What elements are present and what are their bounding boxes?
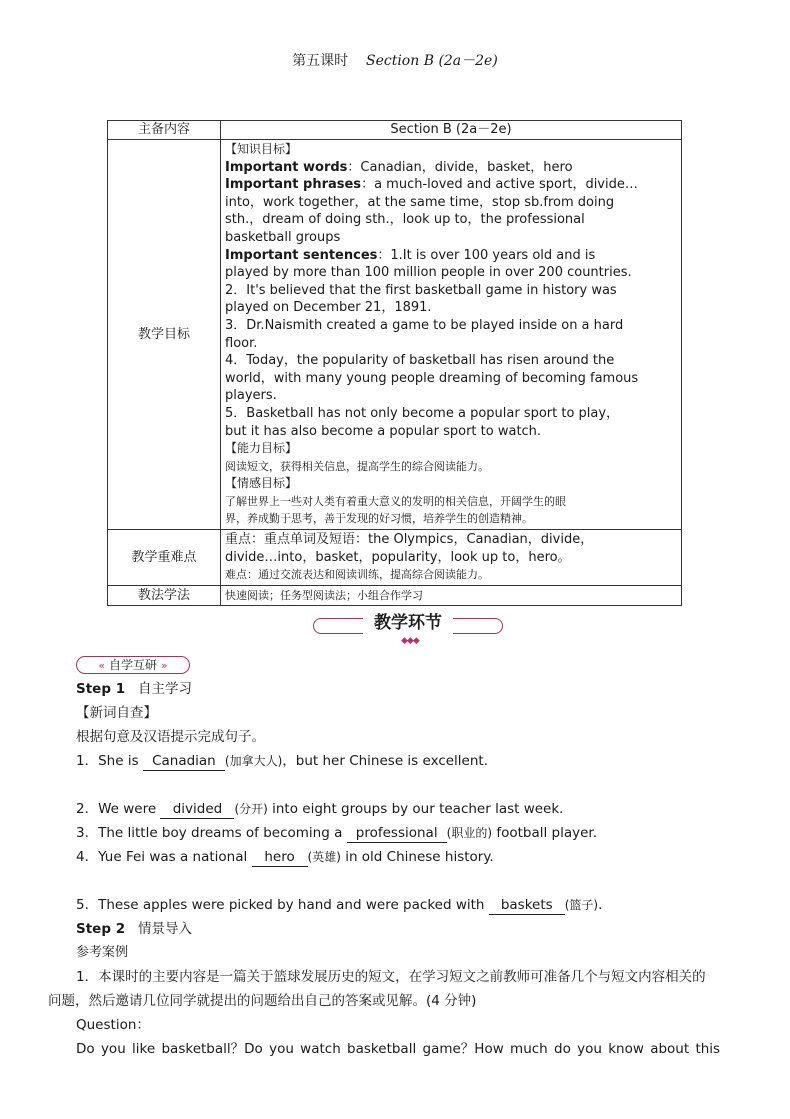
sentence-text: players.	[225, 388, 277, 404]
answer-blank: Canadian	[143, 753, 225, 771]
exercise-text: ，but her Chinese is excellent.	[282, 753, 488, 769]
methods-text: 快速阅读；任务型阅读法；小组合作学习	[221, 585, 682, 606]
row-label-key-points: 教学重难点	[108, 530, 221, 586]
sentence-text: 2．It's believed that the first basketball game in history was	[225, 282, 617, 298]
difficult-point-text: 难点：通过交流表达和阅读训练，提高综合阅读能力。	[225, 568, 489, 582]
page-title-cn: 第五课时	[292, 53, 349, 69]
step1-label: Step 1	[76, 681, 126, 697]
hint-text: (分开)	[234, 802, 268, 816]
new-words-header: 【新词自查】	[76, 705, 157, 721]
phrases-label: Important phrases	[225, 177, 362, 193]
answer-blank: hero	[252, 849, 308, 867]
paragraph	[48, 965, 748, 1013]
ability-text: 阅读短文，获得相关信息，提高学生的综合阅读能力。	[225, 459, 489, 473]
section-heading-text: 教学环节	[363, 612, 453, 636]
row-label-main-content: 主备内容	[108, 121, 221, 140]
self-study-label: 自学互研	[108, 658, 157, 672]
row-value-main-content: Section B (2a－2e)	[221, 121, 682, 140]
lesson-plan-table	[107, 120, 682, 606]
sentence-text: 4．Today，the popularity of basketball has risen around the	[225, 353, 615, 369]
sentence-text: played by more than 100 million people in over 200 countries.	[225, 265, 632, 281]
hint-text: (加拿大人)	[224, 754, 283, 768]
key-point-text: 重点：重点单词及短语：the Olympics，Canadian，divide，	[225, 532, 594, 548]
double-chevron-left-icon: «	[98, 659, 106, 672]
step1-heading	[76, 679, 192, 699]
words-label: Important words	[225, 159, 348, 175]
knowledge-header: 【知识目标】	[225, 142, 298, 156]
exercise-text: .	[598, 897, 603, 913]
exercise-text: The little boy dreams of becoming a	[98, 825, 347, 841]
phrases-text: sth.，dream of doing sth.，look up to，the professional	[225, 212, 585, 228]
row-label-methods: 教法学法	[108, 585, 221, 606]
words-text: ：Canadian，divide，basket，hero	[347, 159, 573, 175]
table-row	[108, 530, 682, 586]
emotion-header: 【情感目标】	[225, 476, 298, 491]
sentence-text: ：1.It is over 100 years old and is	[377, 247, 596, 263]
hint-text: (英雄)	[307, 850, 341, 864]
table-row	[108, 121, 682, 140]
table-row	[108, 585, 682, 606]
page-title-en: Section B (2a－2e)	[365, 53, 498, 69]
phrases-text: into，work together，at the same time，stop sb.from doing	[225, 194, 615, 210]
answer-blank: divided	[160, 801, 234, 819]
exercise-item	[76, 799, 563, 819]
step2-title: 情景导入	[137, 921, 192, 937]
exercise-text: football player.	[492, 825, 598, 841]
self-study-badge	[76, 656, 190, 674]
exercise-item	[76, 751, 488, 771]
exercise-item	[76, 895, 602, 915]
hint-text: (职业的)	[446, 826, 493, 840]
answer-blank: professional	[347, 825, 447, 843]
double-chevron-right-icon: »	[160, 659, 168, 672]
paragraph-line: 问题，然后邀请几位同学就提出的问题给出自己的答案或见解。(4 分钟)	[48, 993, 477, 1009]
objectives-cell	[221, 140, 682, 530]
exercise-number: 4．	[76, 849, 99, 865]
table-row	[108, 140, 682, 530]
exercise-text: These apples were picked by hand and were packed with	[98, 897, 489, 913]
exercise-item	[76, 823, 597, 843]
instruction-text: 根据句意及汉语提示完成句子。	[76, 729, 265, 745]
exercise-number: 2．	[76, 801, 99, 817]
step2-label: Step 2	[76, 921, 126, 937]
phrases-text: ：a much-loved and active sport，divide…	[361, 177, 638, 193]
ornament-icon: ◆◆◆	[401, 636, 419, 646]
exercise-text: into eight groups by our teacher last week.	[267, 801, 564, 817]
exercise-number: 5．	[76, 897, 99, 913]
row-label-objectives: 教学目标	[108, 140, 221, 530]
exercise-item	[76, 847, 494, 867]
page-title	[0, 50, 790, 70]
exercise-number: 3．	[76, 825, 99, 841]
key-points-cell	[221, 530, 682, 586]
ability-header: 【能力目标】	[225, 441, 298, 456]
sentences-label: Important sentences	[225, 247, 378, 263]
section-heading	[313, 612, 503, 646]
exercise-text: We were	[98, 801, 161, 817]
step1-title: 自主学习	[137, 681, 192, 697]
phrases-text: basketball groups	[225, 229, 341, 245]
exercise-text: in old Chinese history.	[340, 849, 494, 865]
sentence-text: floor.	[225, 335, 258, 351]
question-label: Question：	[76, 1017, 150, 1033]
sentence-text: played on December 21，1891.	[225, 300, 432, 316]
exercise-text: Yue Fei was a national	[98, 849, 252, 865]
exercise-text: She is	[98, 753, 143, 769]
sentence-text: 3．Dr.Naismith created a game to be played inside on a hard	[225, 317, 624, 333]
exercise-number: 1．	[76, 753, 99, 769]
sentence-text: but it has also become a popular sport to watch.	[225, 423, 542, 439]
paragraph-line: 1．本课时的主要内容是一篇关于篮球发展历史的短文，在学习短文之前教师可准备几个与短文内容相关的	[76, 969, 706, 985]
key-point-text: divide…into，basket，popularity，look up to，hero。	[225, 549, 571, 565]
question-text: Do you like basketball？Do you watch basketball game？How much do you know about this	[76, 1041, 721, 1057]
answer-blank: baskets	[489, 897, 565, 915]
emotion-text: 界，养成勤于思考，善于发现的好习惯，培养学生的创造精神。	[225, 512, 533, 526]
sentence-text: world，with many young people dreaming of becoming famous	[225, 370, 639, 386]
reference-case-label: 参考案例	[76, 945, 129, 960]
step2-heading	[76, 919, 192, 939]
emotion-text: 了解世界上一些对人类有着重大意义的发明的相关信息，开阔学生的眼	[225, 494, 566, 508]
hint-text: (篮子)	[564, 898, 599, 912]
sentence-text: 5．Basketball has not only become a popular sport to play，	[225, 405, 620, 421]
